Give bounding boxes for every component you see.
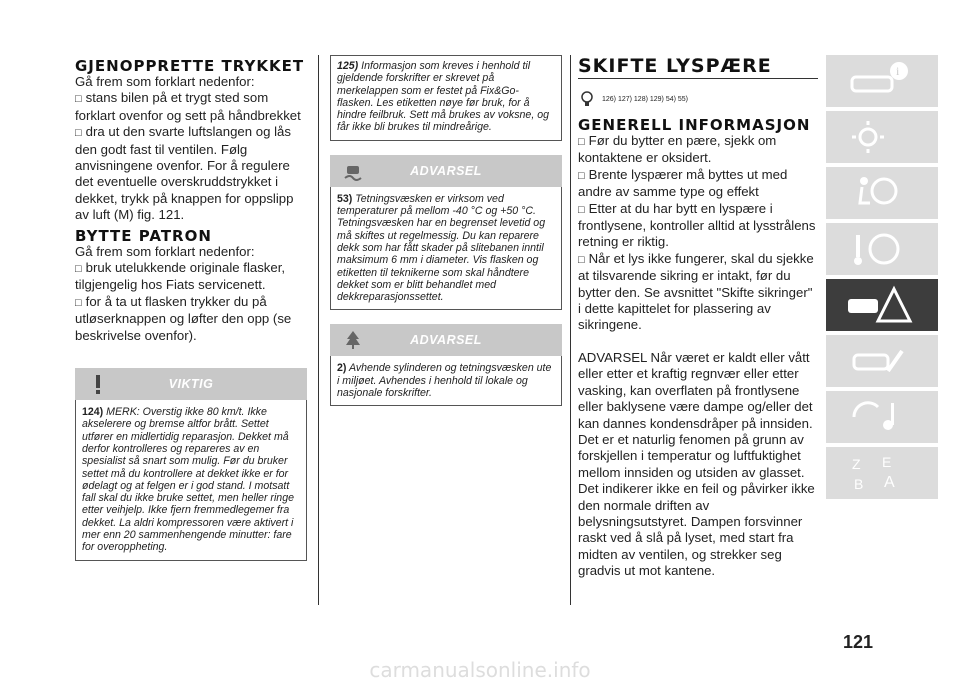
heading-gjenopprette: GJENOPPRETTE TRYKKET (75, 57, 305, 75)
intro-text: Gå frem som forklart nedenfor: (75, 243, 255, 259)
bullet-item: □ for å ta ut flasken trykker du på utløserknappen og løfter den opp (se beskrivelse ovenfor). (75, 294, 307, 344)
music-note-icon (844, 397, 914, 437)
column-1 (75, 58, 307, 561)
dashboard-lights-icon (844, 117, 914, 157)
panel-header (330, 324, 562, 356)
advarsel-panel-2 (330, 324, 562, 406)
bullet-item: □ Før du bytter en pære, sjekk om kontaktene er oksidert. (578, 133, 818, 167)
tab-car-warning[interactable] (826, 279, 938, 331)
panel-title: ADVARSEL (410, 163, 482, 178)
intro-text: Gå frem som forklart nedenfor: (75, 74, 255, 89)
warning-number: 53) (337, 192, 353, 205)
car-info-icon (844, 61, 914, 101)
column-divider (318, 55, 319, 605)
note-number: 125) (337, 60, 359, 72)
tab-car-info[interactable] (826, 55, 938, 107)
panel-body (75, 400, 307, 561)
footer-watermark: carmanualsonline.info (369, 658, 591, 682)
tab-dashboard-lights[interactable] (826, 111, 938, 163)
page-number: 121 (843, 632, 874, 652)
panel-header (75, 368, 307, 400)
column-2 (330, 55, 562, 406)
tab-airbag-seat[interactable] (826, 167, 938, 219)
tab-music[interactable] (826, 391, 938, 443)
airbag-seat-icon (844, 173, 914, 213)
heading-underline (578, 78, 818, 79)
column-3 (578, 55, 818, 580)
panel-header (330, 155, 562, 187)
viktig-panel (75, 368, 307, 561)
column-divider (570, 55, 571, 605)
warning-text: Avhende sylinderen og tetningsvæsken ute i miljøet. Avhendes i henhold til lokale og nasjonale forskrifter. (337, 362, 552, 400)
steering-key-icon (844, 229, 914, 269)
bullet-item: □ dra ut den svarte luftslangen og lås den godt fast til ventilen. Følg anvisningene ovenfor. For å regulere det eventuelle overskruddstrykket i dekket, trykk på knappen for oppslipp av luft (M) fig. 121. (75, 124, 307, 223)
bullet-item: □ Etter at du har bytt en lyspære i frontlysene, kontroller alltid at lysstrålens retning er riktig. (578, 201, 818, 251)
wrench-car-icon (844, 341, 914, 381)
advarsel-paragraph: ADVARSEL Når været er kaldt eller vått eller etter et kraftig regnvær eller etter vasking, kan overflaten på frontlysene eller baklysene være dampe og/eller det kan dannes kondensdråper på innsiden. Det er et naturlig fenomen på grunn av forskjellen i temperatur og luftfuktighet mellom innsiden og utsiden av glasset. Det indikerer ikke en feil og påvirker ikke den normale driften av belysningsutstyret. Dampen forsvinner raskt ved å slå på lyset, med start fra midten av ventilen, og strekker seg gradvis ut mot kantene. (578, 349, 815, 579)
panel-body (330, 356, 562, 406)
tab-steering-key[interactable] (826, 223, 938, 275)
heading-bytte-patron: BYTTE PATRON (75, 226, 212, 245)
svg-text:E: E (882, 454, 892, 470)
note-number: 124) (82, 406, 104, 419)
tab-wrench-car[interactable] (826, 335, 938, 387)
bullet-item: □ Når et lys ikke fungerer, skal du sjekke at tilsvarende sikring er intakt, før du bytter den. Se avsnittet "Skifte sikringer" i dette kapittelet for plassering av sikringene. (578, 251, 818, 334)
warning-text: Tetningsvæsken er virksom ved temperaturer på mellom -40 °C og +50 °C. Tetningsvæsken har en begrenset levetid og må skiftes ut regelmessig. Du kan reparere dekk som har fått skader på slitebanen inntil maksimum 6 mm i diameter. Vis flasken og etiketten til teknikerne som skal håndtere dekket som er blitt behandlet med dekkreparasjonssettet. (337, 192, 546, 304)
car-warning-icon (844, 285, 914, 325)
panel-body (330, 187, 562, 311)
bulb-icon (578, 90, 596, 108)
svg-text:A: A (884, 474, 895, 491)
reference-numbers: 126) 127) 128) 129) 54) 55) (602, 95, 688, 103)
bullet-item: □ Brente lyspærer må byttes ut med andre av samme type og effekt (578, 167, 818, 201)
chapter-tabs (826, 55, 938, 503)
refs-row (578, 85, 818, 113)
bullet-item: □ bruk utelukkende originale flasker, tilgjengelig hos Fiats servicenett. (75, 260, 307, 294)
advarsel-panel-1 (330, 155, 562, 311)
note-text: Informasjon som kreves i henhold til gjeldende forskrifter er skrevet på merkelappen som er festet på Fix&Go-flasken. Les etiketten nøye før bruk, for å hindre feilbruk. Sett må brukes av voksne, og får ikke bli brukes til mindreårige. (337, 60, 549, 134)
note-text: MERK: Overstig ikke 80 km/t. Ikke akselerere og bremse altfor brått. Settet utfører en midlertidig reparasjon. Dekket må derfor kontrolleres og repareres av en spesialist så snart som mulig. Før du bruker settet må du kontrollere at dekket ikke er for ødelagt og at felgen er i god stand. I motsatt fall skal du ikke bruke settet, men heller ringe etter veihjelp. Ikke fjern fremmedlegemer fra dekket. La aldri kompressoren være aktivert i mer enn 20 sammenhengende minutter: fare for overoppheting. (82, 406, 294, 554)
svg-text:B: B (854, 476, 864, 492)
heading-generell-informasjon: GENERELL INFORMASJON (578, 116, 811, 134)
index-letters-icon (844, 453, 914, 493)
panel-title: VIKTIG (168, 377, 214, 392)
svg-text:i: i (896, 64, 900, 78)
bullet-item: □ stans bilen på et trygt sted som forklart ovenfor og sett på håndbrekket (75, 90, 307, 124)
heading-skifte-lyspaere: SKIFTE LYSPÆRE (578, 55, 772, 77)
svg-text:Z: Z (852, 456, 861, 472)
note-box (330, 55, 562, 141)
tab-index[interactable] (826, 447, 938, 499)
warning-number: 2) (337, 362, 347, 375)
panel-title: ADVARSEL (410, 333, 482, 348)
